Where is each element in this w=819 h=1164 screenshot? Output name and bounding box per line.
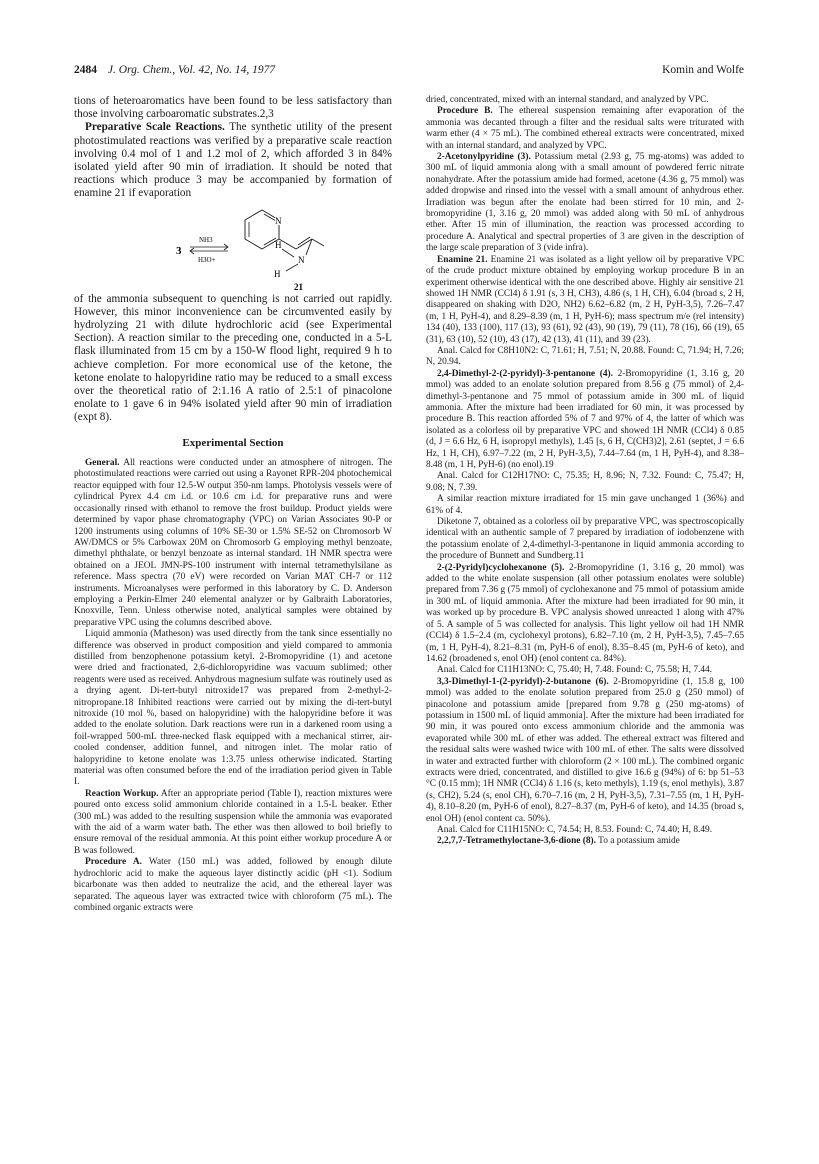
scheme-reactant-label: 3: [176, 244, 182, 257]
bridging-hydrogen: H: [275, 239, 282, 250]
dimethylpentanone-body: 2-Bromopyridine (1, 3.16 g, 20 mmol) was added to an enolate solution prepared from 8.56 g (75 mmol) of 2,4-dimethyl-3-pentanone and 75 mmol of potassium amide in 300 mL of liquid ammonia. After the mixture had been irradiated for 60 min, it was processed by procedure B. This reaction afforded 5% of 7 and 97% of 4, the latter of which was isolated as a colorless oil by preparative VPC and showed 1H NMR (CCl4) δ 0.85 (d, J = 6.6 Hz, 6 H, isopropyl methyls), 1.45 [s, 6 H, C(CH3)2], 2.61 (septet, J = 6.6 Hz, 1 H, CH), 6.97–7.22 (m, 2 H, PyH-3,5), 7.44–7.64 (m, 1 H, PyH-4), and 8.38–8.48 (m, 1 H, PyH-6) (no enol).19: [426, 368, 744, 470]
dimethylpentanone-paragraph: [426, 369, 744, 472]
page-number: 2484: [74, 64, 97, 76]
butanone-title: 3,3-Dimethyl-1-(2-pyridyl)-2-butanone (6).: [437, 676, 609, 687]
left-column: [74, 95, 392, 914]
general-paragraph: [74, 458, 392, 629]
general-title: General.: [85, 458, 120, 469]
amine-hydrogen: H: [274, 268, 281, 279]
reagent-hydronium: H3O+: [198, 255, 216, 264]
general-body: All reactions were conducted under an atmosphere of nitrogen. The photostimulated reactions were carried out using a Rayonet RPR-204 photochemical reactor equipped with four 12.5-W output 350-nm lamps. Photolysis vessels were of cylindrical Pyrex 4.4 cm i.d. or 10.6 cm i.d. for preparative runs and were occasionally rinsed with ethanol to remove the frost buildup. Product yields were determined by vapor phase chromatography (VPC) on Varian Associates 90-P or 1200 instruments using columns of 10% SE-30 or 1.5% SE-52 on Chromosorb W AW/DMCS or 5% Carbowax 20M on Chromosorb G employing methyl benzoate, dimethyl phthalate, or benzyl benzoate as internal standard. 1H NMR spectra were obtained on a JEOL JMN-PS-100 instrument with internal tetramethylsilane as reference. Mass spectra (70 eV) were recorded on Varian MAT CH-7 or 112 instruments. Microanalyses were performed in this laboratory by C. D. Anderson employing a Perkin-Elmer 240 elemental analyzer or by Galbraith Laboratories, Knoxville, Tenn. Unless otherwise noted, analytical samples were obtained by preparative VPC using the columns described above.: [74, 458, 392, 628]
procedure-b-body: The ethereal suspension remaining after evaporation of the ammonia was decanted through a filter and the residual salts were triturated with warm ether (4 × 75 mL). The combined ethereal extracts were concentrated, mixed with an internal standard, and analyzed by VPC.: [426, 106, 745, 151]
ring-nitrogen: N: [275, 215, 282, 226]
butanone-body: 2-Bromopyridine (1, 15.8 g, 100 mmol) was added to the enolate solution prepared from 25.0 g (250 mmol) of pinacolone and potassium amide [prepared from 9.78 g (250 mg-atoms) of potassium in 1500 mL of liquid ammonia]. After the mixture had been irradiated for 90 min, it was poured onto excess ammonium chloride and the ammonia was evaporated while 300 mL of ether was added. The ethereal extract was filtered and the residual salts were washed twice with 100 mL of ether. The salts were dissolved in water and extracted further with chloroform (2 × 100 mL). The combined organic extracts were dried, concentrated, and distilled to give 16.6 g (94%) of 6: bp 51–53 °C (0.15 mm); 1H NMR (CCl4) δ 1.16 (s, keto methyls), 1.19 (s, enol methyls), 3.87 (s, CH2), 5.24 (s, enol CH), 6.70–7.16 (m, 2 H, PyH-3,5), 7.31–7.55 (m, 1 H, PyH-4), 8.10–8.20 (m, PyH-6 of enol), 8.27–8.37 (m, PyH-6 of keto), and 14.35 (broad s, enol OH) (enol content ca. 50%).: [426, 676, 744, 824]
enamine-analysis: Anal. Calcd for C8H10N2: C, 71.61; H, 7.51; N, 20.88. Found: C, 71.94; H, 7.26; N, 20.94.: [426, 345, 744, 368]
page-header: [74, 62, 744, 78]
enamine-paragraph: [426, 255, 744, 346]
octanedione-paragraph: [426, 836, 744, 847]
workup-body: After an appropriate period (Table I), reaction mixtures were poured onto excess solid ammonium chloride contained in a 1.5-L beaker. Ether (300 mL) was added to the resulting suspension while the ammonia was evaporated with the aid of a warm water bath. The ether was then allowed to boil briefly to ensure removal of the residual ammonia. At this point either workup procedure A or B was followed.: [74, 788, 392, 856]
vinyl-double-bond: [296, 239, 312, 249]
header-left: [74, 62, 275, 78]
enamine-body: Enamine 21 was isolated as a light yellow oil by preparative VPC of the crude product mixture obtained by employing workup procedure B in an experiment otherwise identical with the one described above. Highly air sensitive 21 showed 1H NMR (CCl4) δ 1.91 (s, 3 H, CH3), 4.86 (s, 1 H, CH), 6.04 (broad s, 2 H, disappeared on shaking with D2O, NH2) 6.62–6.82 (m, 2 H, PyH-3,5), 7.26–7.47 (m, 1 H, PyH-4), and 8.29–8.39 (m, 1 H, PyH-6); mass spectrum m/e (rel intensity) 134 (40), 133 (100), 117 (13), 93 (61), 92 (43), 90 (19), 79 (11), 78 (16), 66 (19), 65 (31), 63 (10), 52 (10), 43 (17), 42 (13), 41 (11), and 39 (23).: [426, 254, 745, 345]
intro-continuation: tions of heteroaromatics have been found to be less satisfactory than those involving carboaromatic substrates.2,3: [74, 95, 392, 121]
preparative-scale-title: Preparative Scale Reactions.: [85, 121, 225, 134]
cyclohexanone-analysis: Anal. Calcd for C11H13NO: C, 75.40; H, 7.48. Found: C, 75.58; H, 7.44.: [437, 665, 713, 676]
amine-nitrogen: N: [298, 254, 305, 265]
cyclohexanone-title: 2-(2-Pyridyl)cyclohexanone (5).: [437, 562, 565, 573]
diketone-paragraph: Diketone 7, obtained as a colorless oil by preparative VPC, was spectroscopically identical with an authentic sample of 7 prepared by irradiation of iodobenzene with the potassium enolate of 2,4-dimethyl-3-pentanone in liquid ammonia according to the procedure of Bunnett and Sundberg.11: [426, 517, 744, 562]
acetonylpyridine-paragraph: [426, 152, 744, 255]
ring-to-vinyl-bond: [279, 239, 296, 249]
ammonia-paragraph: Liquid ammonia (Matheson) was used directly from the tank since essentially no difference was observed in product composition and yield compared to ammonia distilled from benzophenone potassium ketyl. 2-Bromopyridine (1) and acetone were dried and fractionated, 2,6-dichloropyridine was vacuum sublimed; other reagents were used as received. Anhydrous magnesium sulfate was routinely used as a drying agent. Di-tert-butyl nitroxide17 was prepared from 2-methyl-2-nitropropane.18 Inhibited reactions were carried out by mixing the di-tert-butyl nitroxide (10 mol %, based on halopyridine) with the halopyridine before it was added to the enolate solution. Dark reactions were run in a darkened room using a foil-wrapped 500-mL three-necked flask equipped with a mechanical stirrer, air-cooled condenser, addition funnel, and nitrogen inlet. The molar ratio of halopyridine to ketone enolate was 1:3.75 unless otherwise indicated. Starting material was often consumed before the end of the irradiation period given in Table I.: [74, 629, 392, 788]
methyl-bond: [312, 239, 324, 246]
procedure-a-continuation: dried, concentrated, mixed with an internal standard, and analyzed by VPC.: [426, 95, 709, 105]
octanedione-title: 2,2,7,7-Tetramethyloctane-3,6-dione (8).: [437, 836, 596, 847]
procedure-b-title: Procedure B.: [437, 106, 493, 117]
h-to-n-bond: [282, 249, 294, 257]
procedure-a-title: Procedure A.: [85, 857, 142, 868]
pyridine-ring: [245, 210, 279, 249]
procedure-b-paragraph: [426, 106, 744, 152]
procedure-a-body: Water (150 mL) was added, followed by enough dilute hydrochloric acid to make the aqueous layer distinctly acidic (pH <1). Sodium bicarbonate was then added to neutralize the acid, and the ethereal layer was separated. The aqueous layer was extracted twice with chloroform (75 mL). The combined organic extracts were: [74, 857, 392, 913]
cyclohexanone-paragraph: [426, 563, 744, 666]
reagent-ammonia: NH3: [199, 235, 213, 244]
right-column: [426, 95, 744, 848]
header-authors: Komin and Wolfe: [662, 64, 744, 76]
experimental-section-title: Experimental Section: [182, 436, 284, 449]
workup-paragraph: [74, 789, 392, 857]
butanone-analysis: Anal. Calcd for C11H15NO: C, 74.54; H, 8.53. Found: C, 74.40; H, 8.49.: [437, 825, 713, 835]
reaction-scheme: [74, 205, 392, 291]
journal-citation: J. Org. Chem., Vol. 42, No. 14, 1977: [107, 64, 276, 76]
workup-title: Reaction Workup.: [85, 788, 159, 799]
butanone-paragraph: [426, 677, 744, 825]
enamine-title: Enamine 21.: [437, 254, 488, 265]
cyclohexanone-body: 2-Bromopyridine (1, 3.16 g, 20 mmol) was added to the white enolate suspension (all other potassium enolates were soluble) prepared from 7.36 g (75 mmol) of cyclohexanone and 75 mmol of potassium amide in 300 mL of liquid ammonia. After the mixture had been irradiated for 90 min, it was worked up by procedure B. VPC analysis showed unreacted 1 along with 47% of 5. A sample of 5 was collected for analysis. This light yellow oil had 1H NMR (CCl4) δ 1.5–2.4 (m, cyclohexyl protons), 6.82–7.10 (m, 2 H, PyH-3,5), 7.45–7.65 (m, 1 H, PyH-4), 8.21–8.31 (m, PyH-6 of enol), 8.35–8.45 (m, PyH-6 of keto), and 14.62 (broadened s, enol OH) (enol content ca. 84%).: [426, 562, 745, 664]
enamine-structure-diagram: [74, 205, 392, 291]
scheme-followup-paragraph: of the ammonia subsequent to quenching is not carried out rapidly. However, this minor inconvenience can be circumvented easily by hydrolyzing 21 with dilute hydrochloric acid (see Experimental Section). A reaction similar to the preceding one, conducted in a 5-L flask illuminated from 15 cm by a 150-W flood light, required 9 h to achieve completion. For more economical use of the ketone, the ketone enolate to halopyridine ratio may be reduced to a small excess over the theoretical ratio of 2:1.16 A ratio of 2.5:1 of pinacolone enolate to 1 gave 6 in 94% isolated yield after 90 min of irradiation (expt 8).: [74, 292, 392, 424]
acetonylpyridine-body: Potassium metal (2.93 g, 75 mg-atoms) was added to 300 mL of liquid ammonia along with a small amount of powdered ferric nitrate nonahydrate. After the potassium amide had formed, acetone (4.36 g, 75 mmol) was added dropwise and rinsed into the vessel with a small amount of anhydrous ether. Irradiation was begun after the enolate had been stirred for 10 min, and 2-bromopyridine (1, 3.16 g, 20 mmol) was added along with 50 mL of anhydrous ether. After 15 min of illumination, the reaction was processed according to procedure A. Analytical and spectral properties of 3 are given in the description of the large scale preparation of 3 (vide infra).: [426, 152, 745, 254]
procedure-a-paragraph: [74, 857, 392, 914]
octanedione-body: To a potassium amide: [596, 836, 680, 847]
dimethylpentanone-analysis: Anal. Calcd for C12H17NO: C, 75.35; H, 8.96; N, 7.32. Found: C, 75.47; H, 9.08; N, 7.39.: [426, 471, 744, 493]
preparative-scale-paragraph: [74, 121, 392, 200]
dimethylpentanone-title: 2,4-Dimethyl-2-(2-pyridyl)-3-pentanone (4).: [437, 368, 613, 379]
acetonylpyridine-title: 2-Acetonylpyridine (3).: [437, 152, 531, 163]
similar-reaction-note: A similar reaction mixture irradiated for 15 min gave unchanged 1 (36%) and 61% of 4.: [426, 494, 744, 516]
compound-label-21: 21: [294, 281, 303, 291]
preparative-scale-body: The synthetic utility of the present photostimulated reactions was verified by a preparative scale reaction involving 0.4 mol of 1 and 1.2 mol of 2, which afforded 3 in 84% isolated yield after 90 min of irradiation. It should be noted that reactions which produce 3 may be accompanied by formation of enamine 21 if evaporation: [74, 121, 392, 200]
n-to-h-bond: [286, 264, 298, 271]
